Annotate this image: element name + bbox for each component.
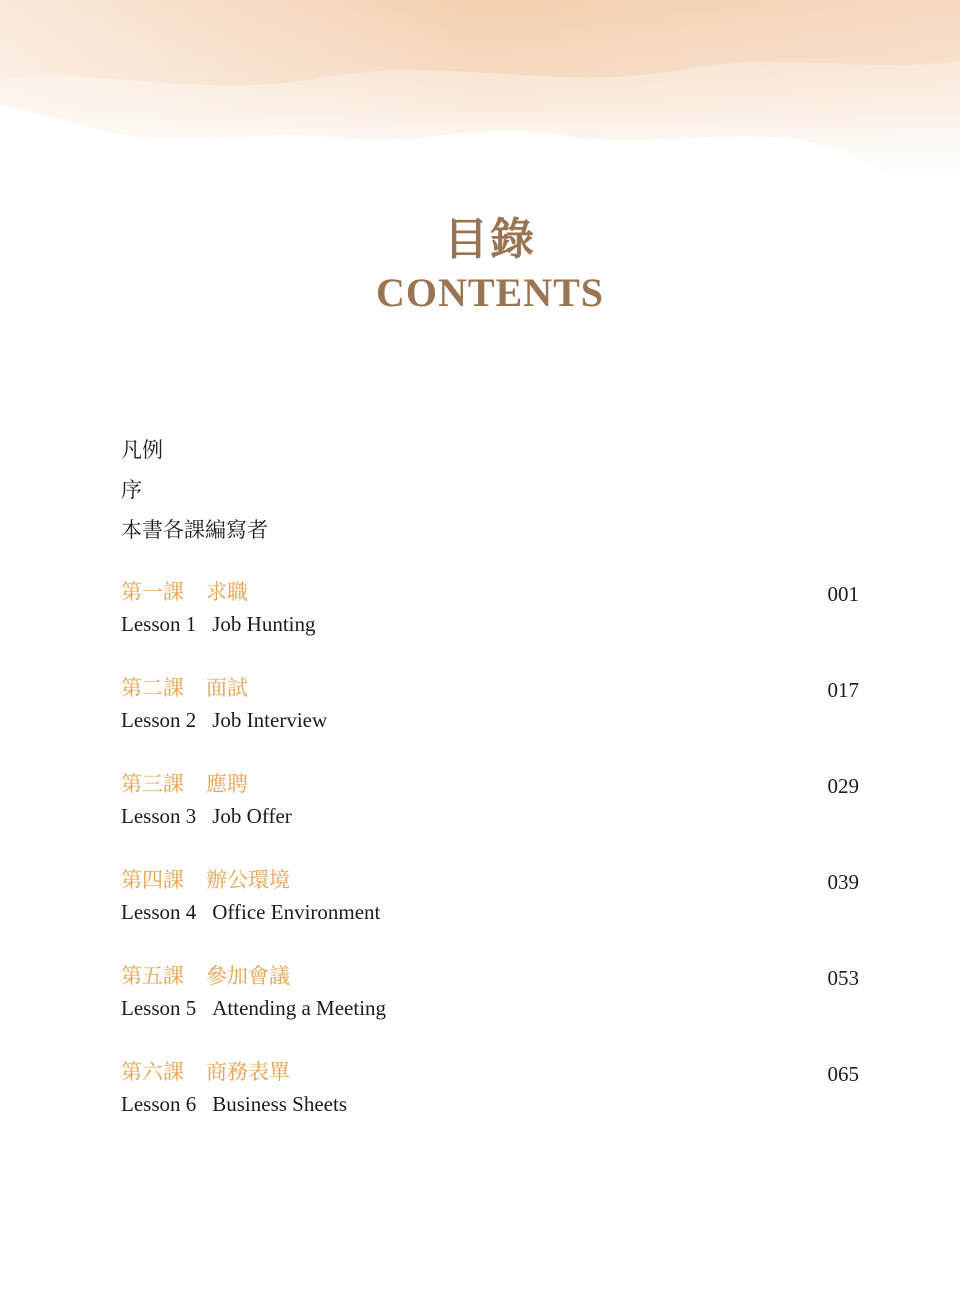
lesson-chinese-heading [121,1056,290,1088]
lesson-chinese-title: 商務表單 [206,1060,290,1084]
lesson-entry-3[interactable] [121,768,859,864]
lesson-english-number: Lesson 4 [121,900,197,924]
lesson-chinese-number: 第三課 [121,772,184,796]
lesson-chinese-title: 參加會議 [206,964,290,988]
lesson-entry-5[interactable] [121,960,859,1056]
lesson-chinese-heading [121,576,248,608]
lesson-english-title: Job Offer [212,804,292,828]
lesson-entry-4[interactable] [121,864,859,960]
lesson-chinese-heading [121,864,290,896]
lesson-english-title: Office Environment [212,900,381,924]
front-matter-item-authors[interactable]: 本書各課編寫者 [121,518,268,542]
lesson-english-number: Lesson 5 [121,996,197,1020]
lesson-english-title: Job Hunting [212,612,316,636]
lesson-english-title: Attending a Meeting [212,996,387,1020]
lesson-entry-2[interactable] [121,672,859,768]
lesson-english-heading [121,992,386,1024]
lesson-entry-6[interactable] [121,1056,859,1152]
lesson-english-heading [121,608,316,640]
lesson-page-number: 065 [827,1062,859,1086]
lesson-chinese-title: 辦公環境 [206,868,290,892]
lesson-english-heading [121,1088,347,1120]
contents-heading [0,212,960,318]
lesson-english-number: Lesson 2 [121,708,197,732]
lesson-chinese-title: 應聘 [206,772,248,796]
lesson-page-number: 053 [827,966,859,990]
lesson-english-number: Lesson 1 [121,612,197,636]
lesson-page-number: 001 [827,582,859,606]
lesson-chinese-heading [121,672,248,704]
lesson-english-heading [121,896,380,928]
lesson-page-number: 017 [827,678,859,702]
lesson-english-heading [121,704,327,736]
lesson-chinese-number: 第六課 [121,1060,184,1084]
title-english: CONTENTS [375,270,605,315]
title-chinese: 目錄 [444,215,536,264]
front-matter-item-notes[interactable]: 凡例 [121,438,163,462]
lesson-entry-1[interactable] [121,576,859,672]
lesson-chinese-heading [121,960,290,992]
lesson-english-heading [121,800,292,832]
lesson-chinese-title: 求職 [206,580,248,604]
lesson-chinese-number: 第四課 [121,868,184,892]
lesson-page-number: 029 [827,774,859,798]
lesson-chinese-number: 第一課 [121,580,184,604]
front-matter-list [121,430,268,550]
lesson-english-number: Lesson 6 [121,1092,197,1116]
lesson-page-number: 039 [827,870,859,894]
lesson-chinese-number: 第二課 [121,676,184,700]
lesson-chinese-title: 面試 [206,676,248,700]
lesson-chinese-number: 第五課 [121,964,184,988]
lesson-english-title: Job Interview [212,708,328,732]
lesson-english-number: Lesson 3 [121,804,197,828]
front-matter-item-preface[interactable]: 序 [121,478,142,502]
watercolor-wash [0,0,960,210]
lesson-chinese-heading [121,768,248,800]
lesson-list [121,576,859,1152]
lesson-english-title: Business Sheets [212,1092,348,1116]
